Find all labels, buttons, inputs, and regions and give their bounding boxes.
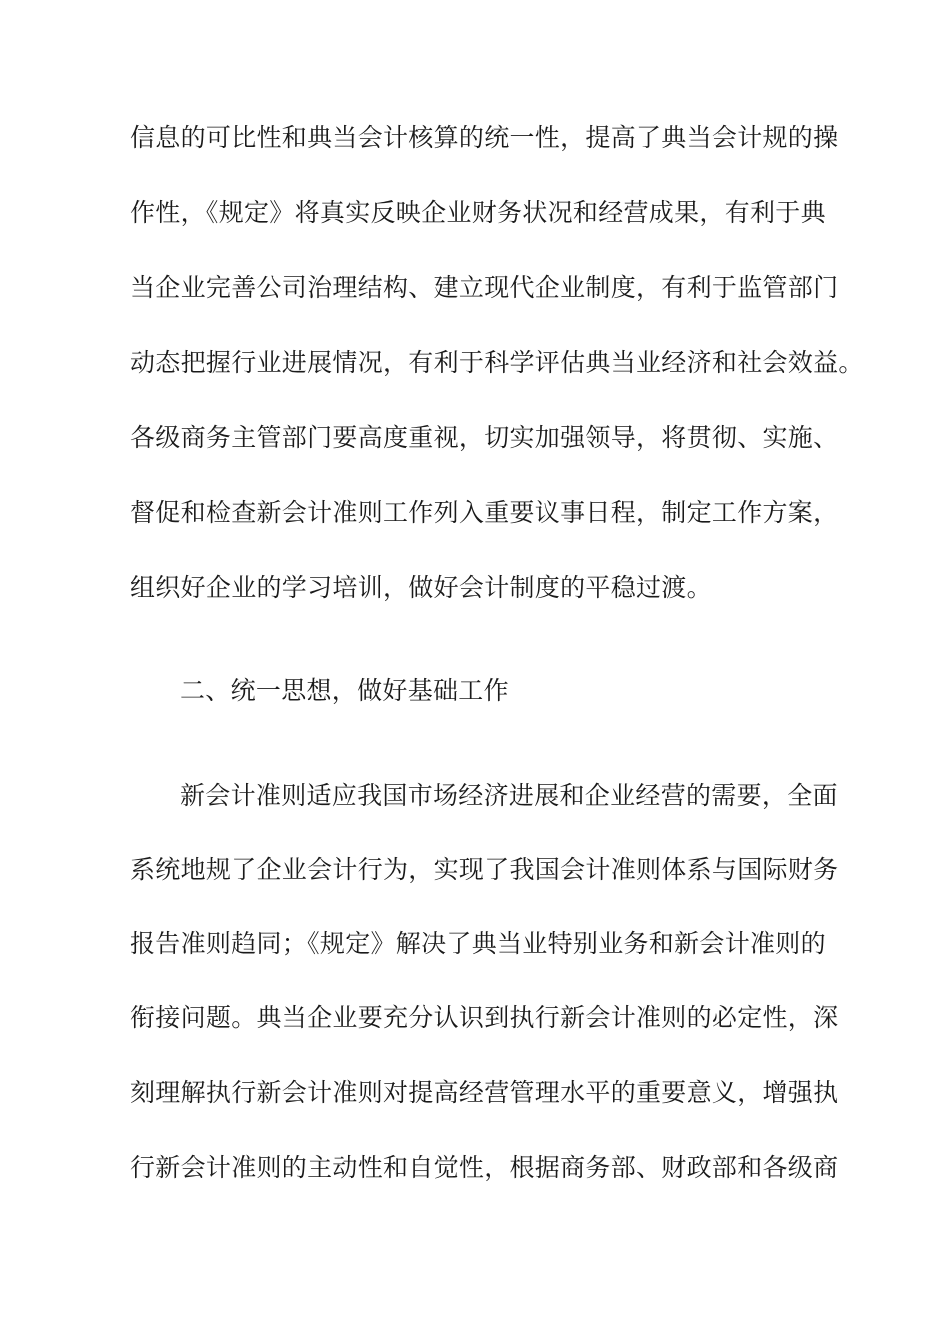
paragraph-line: 当企业完善公司治理结构、建立现代企业制度，有利于监管部门 (130, 273, 839, 302)
paragraph-line: 信息的可比性和典当会计核算的统一性，提高了典当会计规的操 (130, 123, 839, 152)
section-heading: 二、统一思想，做好基础工作 (180, 676, 509, 705)
paragraph-line: 报告准则趋同；《规定》解决了典当业特别业务和新会计准则的 (130, 929, 826, 958)
paragraph-line: 组织好企业的学习培训，做好会计制度的平稳过渡。 (130, 573, 712, 602)
paragraph-line: 督促和检查新会计准则工作列入重要议事日程，制定工作方案， (130, 498, 839, 527)
paragraph-line: 动态把握行业进展情况，有利于科学评估典当业经济和社会效益。 (130, 348, 864, 377)
paragraph-line: 新会计准则适应我国市场经济进展和企业经营的需要，全面 (180, 781, 838, 810)
paragraph-line: 刻理解执行新会计准则对提高经营管理水平的重要意义，增强执 (130, 1078, 839, 1107)
paragraph-line: 衔接问题。典当企业要充分认识到执行新会计准则的必定性，深 (130, 1003, 839, 1032)
paragraph-line: 作性，《规定》将真实反映企业财务状况和经营成果，有利于典 (130, 198, 826, 227)
paragraph-line: 系统地规了企业会计行为，实现了我国会计准则体系与国际财务 (130, 855, 839, 884)
paragraph-line: 各级商务主管部门要高度重视，切实加强领导，将贯彻、实施、 (130, 423, 839, 452)
paragraph-line: 行新会计准则的主动性和自觉性，根据商务部、财政部和各级商 (130, 1153, 839, 1182)
